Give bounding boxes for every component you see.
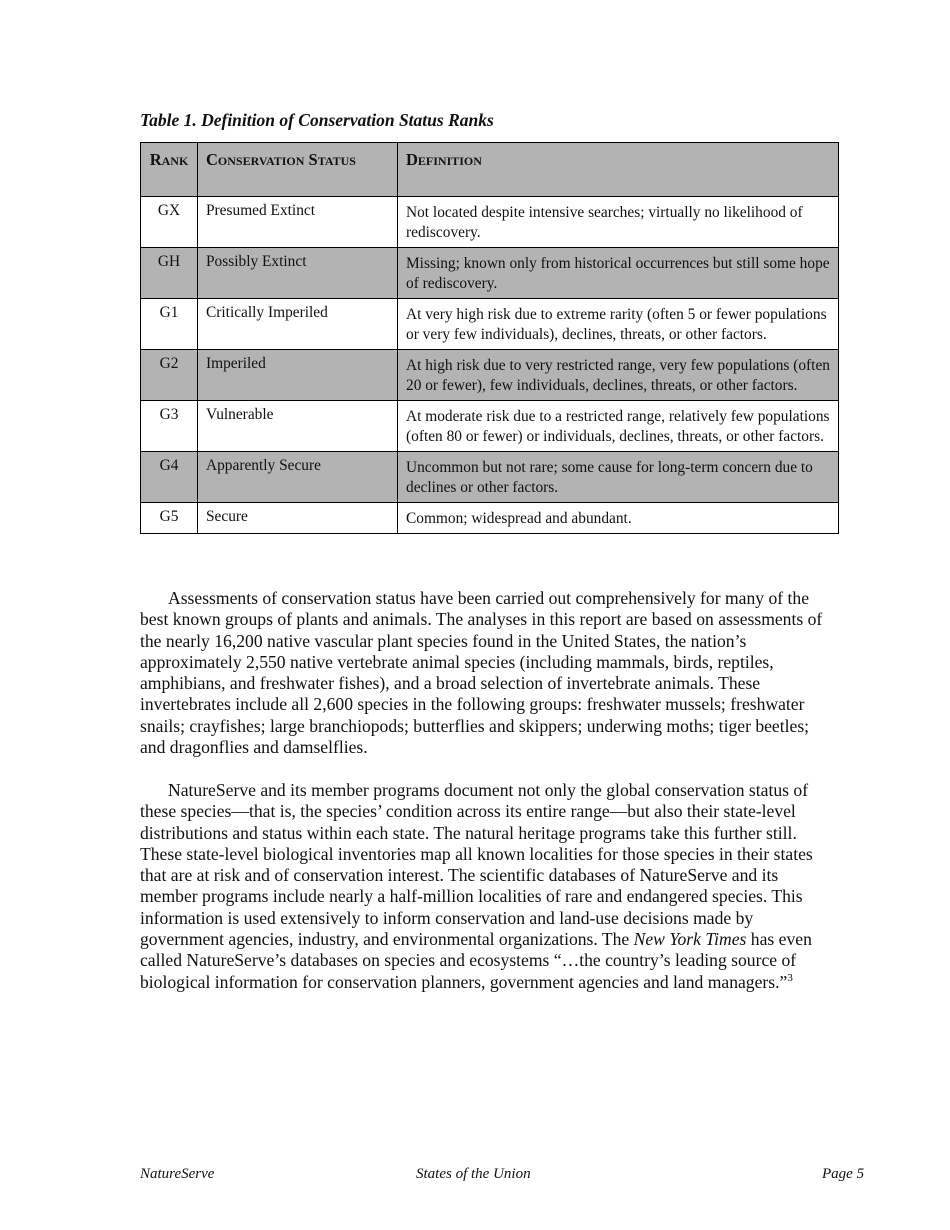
header-definition: Definition <box>398 143 839 197</box>
footer-organization: NatureServe <box>140 1166 215 1182</box>
body-paragraph-natureserve <box>140 780 830 993</box>
status-cell: Critically Imperiled <box>198 299 398 350</box>
rank-cell: G2 <box>141 350 198 401</box>
status-cell: Apparently Secure <box>198 452 398 503</box>
table-row <box>141 401 839 452</box>
table-row <box>141 197 839 248</box>
table-row <box>141 503 839 534</box>
status-cell: Imperiled <box>198 350 398 401</box>
footnote-marker: 3 <box>787 971 793 984</box>
paragraph-text: has even called NatureServe’s databases on species and ecosystems “…the country’s leading source of biological information for conservation planners, government agencies and land managers.” <box>140 929 812 992</box>
table-header-row <box>141 143 839 197</box>
table-row <box>141 248 839 299</box>
rank-cell: G5 <box>141 503 198 534</box>
table-row <box>141 452 839 503</box>
rank-cell: G3 <box>141 401 198 452</box>
status-cell: Possibly Extinct <box>198 248 398 299</box>
conservation-status-table <box>140 142 839 534</box>
header-conservation-status: Conservation Status <box>198 143 398 197</box>
rank-cell: GH <box>141 248 198 299</box>
rank-cell: G1 <box>141 299 198 350</box>
definition-cell: At high risk due to very restricted range, very few populations (often 20 or fewer), few individuals, declines, threats, or other factors. <box>398 350 839 401</box>
publication-title: New York Times <box>633 929 747 950</box>
footer-title: States of the Union <box>416 1166 531 1182</box>
table-row <box>141 299 839 350</box>
definition-cell: At moderate risk due to a restricted range, relatively few populations (often 80 or fewer) or individuals, declines, threats, or other factors. <box>398 401 839 452</box>
table-caption: Table 1. Definition of Conservation Status Ranks <box>140 110 494 130</box>
table-row <box>141 350 839 401</box>
rank-cell: GX <box>141 197 198 248</box>
status-cell: Secure <box>198 503 398 534</box>
status-cell: Vulnerable <box>198 401 398 452</box>
paragraph-text: NatureServe and its member programs document not only the global conservation status of these species—that is, the species’ condition across its entire range—but also their state-level distributions and status within each state. The natural heritage programs take this further still. These state-level biological inventories map all known localities for those species in their states that are at risk and of conservation interest. The scientific databases of NatureServe and its member programs include nearly a half-million localities of rare and endangered species. This information is used extensively to inform conservation and land-use decisions made by government agencies, industry, and environmental organizations. The <box>140 780 813 950</box>
footer-page-number: Page 5 <box>822 1166 865 1182</box>
definition-cell: Not located despite intensive searches; virtually no likelihood of rediscovery. <box>398 197 839 248</box>
definition-cell: Missing; known only from historical occurrences but still some hope of rediscovery. <box>398 248 839 299</box>
rank-cell: G4 <box>141 452 198 503</box>
body-paragraph-assessments: Assessments of conservation status have been carried out comprehensively for many of the best known groups of plants and animals. The analyses in this report are based on assessments of the nearly 16,200 native vascular plant species found in the United States, the nation’s approximately 2,550 native vertebrate animal species (including mammals, birds, reptiles, amphibians, and freshwater fishes), and a broad selection of invertebrate animals. These invertebrates include all 2,600 species in the following groups: freshwater mussels; freshwater snails; crayfishes; large branchiopods; butterflies and skippers; underwing moths; tiger beetles; and dragonflies and damselflies. <box>140 588 823 758</box>
definition-cell: Common; widespread and abundant. <box>398 503 839 534</box>
definition-cell: Uncommon but not rare; some cause for long-term concern due to declines or other factors. <box>398 452 839 503</box>
status-cell: Presumed Extinct <box>198 197 398 248</box>
definition-cell: At very high risk due to extreme rarity (often 5 or fewer populations or very few individuals), declines, threats, or other factors. <box>398 299 839 350</box>
header-rank: Rank <box>141 143 198 197</box>
